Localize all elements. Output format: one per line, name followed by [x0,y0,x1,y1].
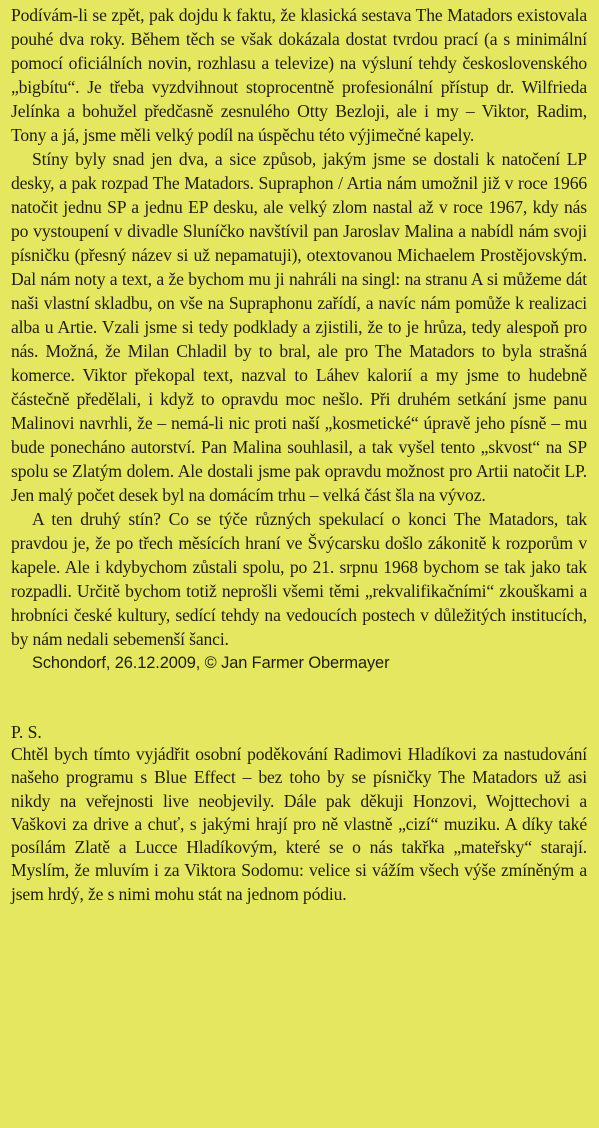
article-paragraph-1: Podívám-li se zpět, pak dojdu k faktu, že klasická sestava The Matadors existovala pouhé dva roky. Během těch se však dokázala dostat tvrdou prací (a s minimální pomocí oficiálních novin, rozhlasu a televize) na výsluní tehdy československého „bigbítu“. Je třeba vyzdvihnout stoprocentně profesionální přístup dr. Wilfrieda Jelínka a bohužel předčasně zesnulého Otty Bezloji, ale i my – Viktor, Radim, Tony a já, jsme měli velký podíl na úspěchu této výjimečné kapely. [11,5,587,145]
article-paragraph-2: Stíny byly snad jen dva, a sice způsob, jakým jsme se dostali k natočení LP desky, a pak rozpad The Matadors. Supraphon / Artia nám umožnil již v roce 1966 natočit jednu SP a jednu EP desku, ale velký zlom nastal až v roce 1967, kdy nás po vystoupení v divadle Sluníčko navštívil pan Jaroslav Malina a nabídl nám svoji písničku (přesný název si už nepamatuji), otextovanou Michaelem Prostějovským. Dal nám noty a text, a že bychom mu ji nahráli na singl: na stranu A si můžeme dát naši vlastní skladbu, on vše na Supraphonu zařídí, a navíc nám pomůže k realizaci alba u Artie. Vzali jsme si tedy podklady a zjistili, že to je hrůza, tedy alespoň pro nás. Možná, že Milan Chladil by to bral, ale pro The Matadors to byla strašná komerce. Viktor překopal text, nazval to Láhev kalorií a my jsme to hudebně částečně předělali, i když to opravdu moc nešlo. Při druhém setkání jsme panu Malinovi navrhli, že – nemá-li nic proti naší „kosmetické“ úpravě jeho písně – mu bude ponecháno autorství. Pan Malina souhlasil, a tak vyšel tento „skvost“ na SP spolu se Zlatým dolem. Ale dostali jsme pak opravdu možnost pro Artii natočit LP. Jen malý počet desek byl na domácím trhu – velká část šla na vývoz. [11,149,587,505]
postscript-text: Chtěl bych tímto vyjádřit osobní poděkování Radimovi Hladíkovi za nastudování našeho programu s Blue Effect – bez toho by se písničky The Matadors už asi nikdy na veřejnosti live neobjevily. Dále pak děkuji Honzovi, Wojttechovi a Vaškovi za drive a chuť, s jakými hrají pro ně vlastně „cizí“ muziku. A díky také posílám Zlatě a Lucce Hladíkovým, které se o nás takřka „mateřsky“ starají. Myslím, že mluvím i za Viktora Sodomu: velice si vážím všech výše zmíněným a jsem hrdý, že s nimi mohu stát na jednom pódiu. [11,744,587,904]
article-paragraph-3: A ten druhý stín? Co se týče různých spekulací o konci The Matadors, tak pravdou je, že po třech měsících hraní ve Švýcarsku došlo zákonitě k rozporům v kapele. Ale i kdybychom zůstali spolu, po 21. srpnu 1968 bychom se tak jako tak rozpadli. Určitě bychom totiž neprošli všemi těmi „rekvalifikačními“ zkouškami a hrobníci české kultury, sedící tehdy na vedoucích postech v důležitých institucích, by nám nedali sebemenší šanci. [11,509,587,649]
postscript-label: P. S. [11,722,42,742]
signature-line: Schondorf, 26.12.2009, © Jan Farmer Obermayer [32,654,390,672]
